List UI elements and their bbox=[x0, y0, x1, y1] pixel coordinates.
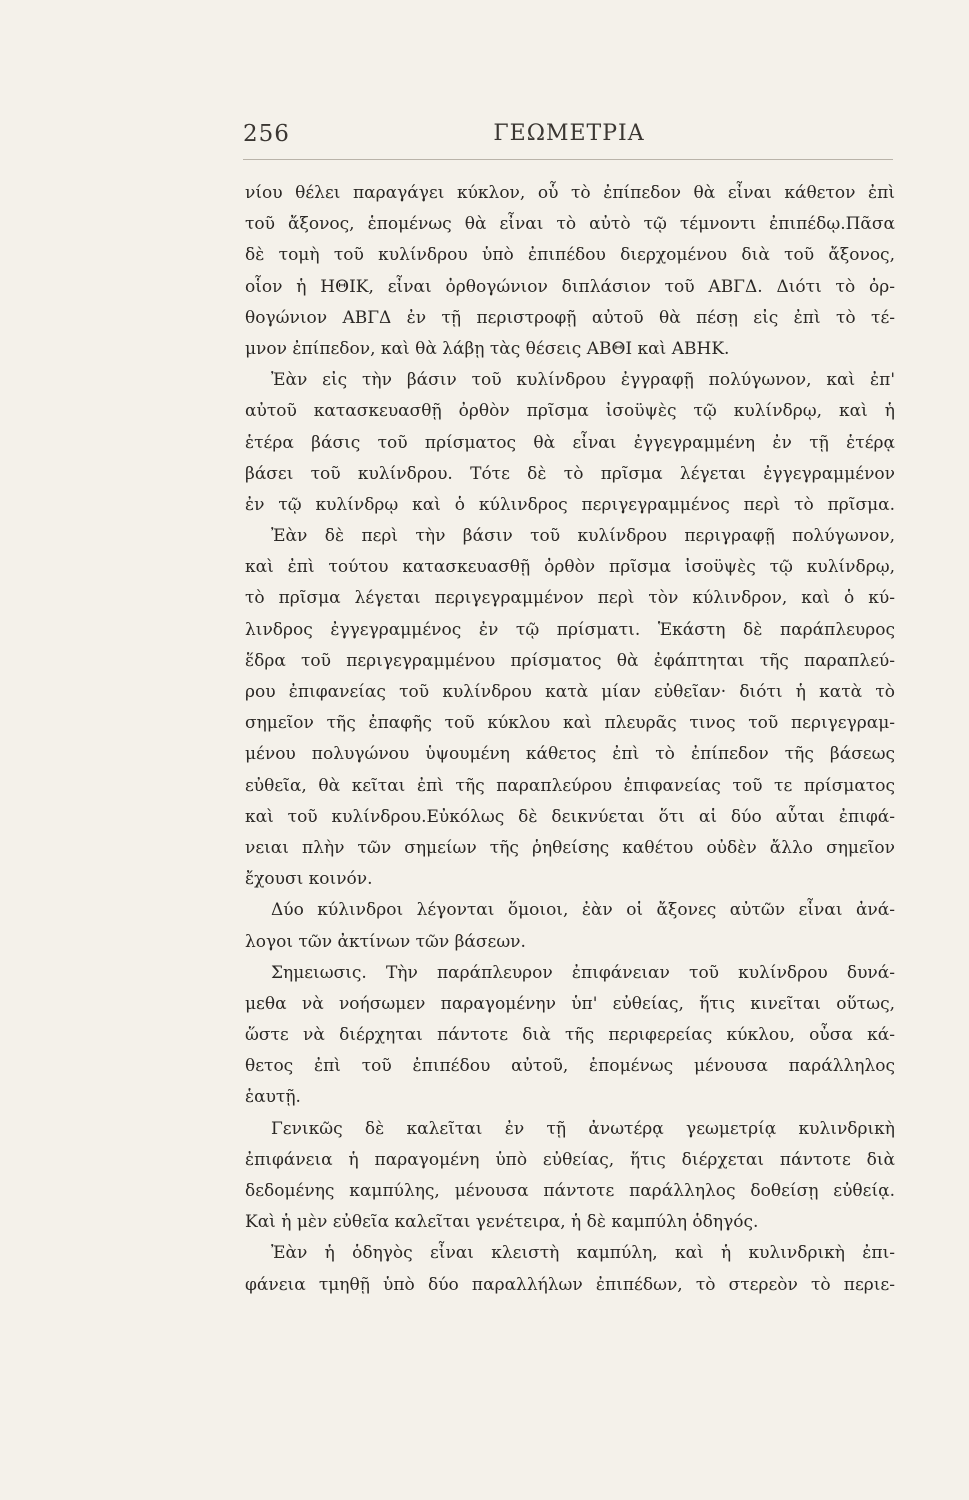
text-line: μεθα νὰ νοήσωμεν παραγομένην ὑπ' εὐθείας, ἥτις κινεῖται οὕτως, bbox=[245, 993, 895, 1014]
body-text bbox=[245, 178, 895, 1301]
text-line: φάνεια τμηθῇ ὑπὸ δύο παραλλήλων ἐπιπέδων, τὸ στερεὸν τὸ περιε- bbox=[245, 1274, 895, 1295]
text-line: λινδρος ἐγγεγραμμένος ἐν τῷ πρίσματι. Ἑκάστη δὲ παράπλευρος bbox=[245, 619, 895, 640]
text-line: μένου πολυγώνου ὑψουμένη κάθετος ἐπὶ τὸ ἐπίπεδον τῆς βάσεως bbox=[245, 744, 895, 765]
text-line: οἷον ἡ ΗΘΙΚ, εἶναι ὀρθογώνιον διπλάσιον τοῦ ΑΒΓΔ. Διότι τὸ ὀρ- bbox=[245, 276, 895, 297]
text-line: νίου θέλει παραγάγει κύκλον, οὗ τὸ ἐπίπεδον θὰ εἶναι κάθετον ἐπὶ bbox=[245, 183, 895, 203]
text-line: Ἐὰν δὲ περὶ τὴν βάσιν τοῦ κυλίνδρου περιγραφῇ πολύγωνον, bbox=[271, 526, 895, 547]
text-line: τὸ πρῖσμα λέγεται περιγεγραμμένον περὶ τὸν κύλινδρον, καὶ ὁ κύ- bbox=[245, 588, 895, 609]
text-line: βάσει τοῦ κυλίνδρου. Τότε δὲ τὸ πρῖσμα λέγεται ἐγγεγραμμένον bbox=[245, 463, 895, 484]
text-line: καὶ ἐπὶ τούτου κατασκευασθῇ ὀρθὸν πρῖσμα ἰσοϋψὲς τῷ κυλίνδρῳ, bbox=[245, 557, 895, 578]
text-line: Σημειωσις. Τὴν παράπλευρον ἐπιφάνειαν τοῦ κυλίνδρου δυνά- bbox=[271, 962, 895, 983]
text-line: ἔχουσι κοινόν. bbox=[245, 869, 373, 890]
text-line: ἑαυτῇ. bbox=[245, 1087, 301, 1108]
text-line: μνον ἐπίπεδον, καὶ θὰ λάβῃ τὰς θέσεις ΑΒΘΙ καὶ ΑΒΗΚ. bbox=[245, 338, 730, 359]
text-line: Ἐὰν ἡ ὁδηγὸς εἶναι κλειστὴ καμπύλη, καὶ ἡ κυλινδρικὴ ἐπι- bbox=[271, 1243, 895, 1264]
text-line: καὶ τοῦ κυλίνδρου.Εὐκόλως δὲ δεικνύεται ὅτι αἱ δύο αὗται ἐπιφά- bbox=[245, 806, 895, 827]
text-line: ἐν τῷ κυλίνδρῳ καὶ ὁ κύλινδρος περιγεγραμμένος περὶ τὸ πρῖσμα. bbox=[245, 494, 895, 515]
text-line: ἑτέρα βάσις τοῦ πρίσματος θὰ εἶναι ἐγγεγραμμένη ἐν τῇ ἑτέρᾳ bbox=[245, 432, 895, 453]
text-line: νειαι πλὴν τῶν σημείων τῆς ῥηθείσης καθέτου οὐδὲν ἄλλο σημεῖον bbox=[245, 837, 895, 858]
text-line: λογοι τῶν ἀκτίνων τῶν βάσεων. bbox=[245, 931, 526, 952]
text-line: αὐτοῦ κατασκευασθῇ ὀρθὸν πρῖσμα ἰσοϋψὲς τῷ κυλίνδρῳ, καὶ ἡ bbox=[245, 401, 895, 422]
text-line: τοῦ ἄξονος, ἑπομένως θὰ εἶναι τὸ αὐτὸ τῷ τέμνοντι ἐπιπέδῳ.Πᾶσα bbox=[245, 214, 895, 235]
text-line: θετος ἐπὶ τοῦ ἐπιπέδου αὐτοῦ, ἑπομένως μένουσα παράλληλος bbox=[245, 1056, 895, 1077]
text-line: ἐπιφάνεια ἡ παραγομένη ὑπὸ εὐθείας, ἥτις διέρχεται πάντοτε διὰ bbox=[245, 1149, 895, 1170]
text-line: Δύο κύλινδροι λέγονται ὅμοιοι, ἐὰν οἱ ἄξονες αὐτῶν εἶναι ἀνά- bbox=[271, 900, 895, 921]
text-line: ὥστε νὰ διέρχηται πάντοτε διὰ τῆς περιφερείας κύκλου, οὖσα κά- bbox=[245, 1025, 895, 1046]
text-line: Καὶ ἡ μὲν εὐθεῖα καλεῖται γενέτειρα, ἡ δὲ καμπύλη ὁδηγός. bbox=[245, 1212, 759, 1233]
text-line: ρου ἐπιφανείας τοῦ κυλίνδρου κατὰ μίαν εὐθεῖαν· διότι ἡ κατὰ τὸ bbox=[245, 682, 895, 702]
text-line: σημεῖον τῆς ἐπαφῆς τοῦ κύκλου καὶ πλευρᾶς τινος τοῦ περιγεγραμ- bbox=[245, 713, 895, 734]
text-line: Γενικῶς δὲ καλεῖται ἐν τῇ ἀνωτέρᾳ γεωμετρίᾳ κυλινδρικὴ bbox=[271, 1118, 895, 1139]
text-line: Ἐὰν εἰς τὴν βάσιν τοῦ κυλίνδρου ἐγγραφῇ πολύγωνον, καὶ ἐπ' bbox=[271, 370, 895, 391]
text-line: θογώνιον ΑΒΓΔ ἐν τῇ περιστροφῇ αὐτοῦ θὰ πέσῃ εἰς ἐπὶ τὸ τέ- bbox=[245, 307, 895, 328]
page-header bbox=[243, 121, 895, 161]
header-rule bbox=[243, 159, 893, 160]
page-number: 256 bbox=[243, 121, 290, 147]
running-title: ΓΕΩΜΕΤΡΙΑ bbox=[493, 121, 645, 146]
text-line: ἕδρα τοῦ περιγεγραμμένου πρίσματος θὰ ἐφάπτηται τῆς παραπλεύ- bbox=[245, 650, 895, 671]
text-line: δεδομένης καμπύλης, μένουσα πάντοτε παράλληλος δοθείσῃ εὐθείᾳ. bbox=[245, 1181, 895, 1201]
text-line: δὲ τομὴ τοῦ κυλίνδρου ὑπὸ ἐπιπέδου διερχομένου διὰ τοῦ ἄξονος, bbox=[245, 245, 895, 266]
text-line: εὐθεῖα, θὰ κεῖται ἐπὶ τῆς παραπλεύρου ἐπιφανείας τοῦ τε πρίσματος bbox=[245, 775, 895, 796]
